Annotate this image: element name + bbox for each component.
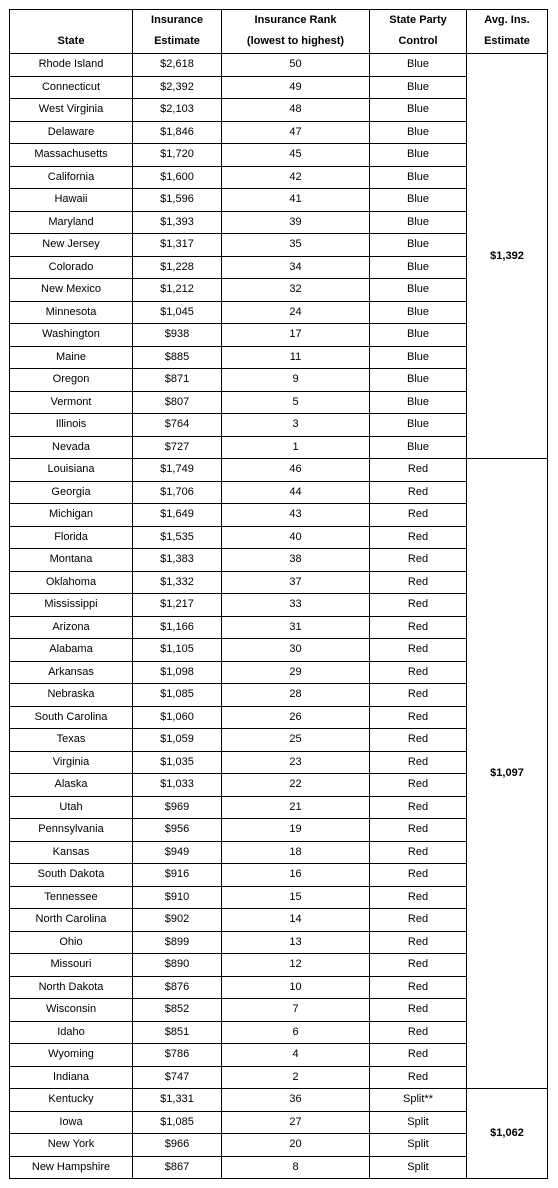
cell-state: Alaska — [10, 774, 133, 797]
cell-state: Kansas — [10, 841, 133, 864]
cell-rank: 17 — [222, 324, 370, 347]
cell-estimate: $807 — [133, 391, 222, 414]
cell-party: Red — [370, 549, 467, 572]
cell-estimate: $1,332 — [133, 571, 222, 594]
cell-state: Montana — [10, 549, 133, 572]
cell-rank: 42 — [222, 166, 370, 189]
cell-party: Blue — [370, 166, 467, 189]
cell-rank: 26 — [222, 706, 370, 729]
cell-party: Split — [370, 1111, 467, 1134]
cell-state: Pennsylvania — [10, 819, 133, 842]
cell-rank: 13 — [222, 931, 370, 954]
cell-avg-estimate: $1,062 — [467, 1089, 548, 1179]
cell-state: Arkansas — [10, 661, 133, 684]
cell-estimate: $1,749 — [133, 459, 222, 482]
cell-state: Utah — [10, 796, 133, 819]
cell-estimate: $852 — [133, 999, 222, 1022]
cell-party: Blue — [370, 121, 467, 144]
cell-rank: 23 — [222, 751, 370, 774]
cell-rank: 43 — [222, 504, 370, 527]
cell-state: North Dakota — [10, 976, 133, 999]
cell-rank: 22 — [222, 774, 370, 797]
cell-estimate: $1,085 — [133, 684, 222, 707]
cell-state: New Jersey — [10, 234, 133, 257]
cell-rank: 20 — [222, 1134, 370, 1157]
cell-rank: 9 — [222, 369, 370, 392]
cell-estimate: $949 — [133, 841, 222, 864]
cell-party: Red — [370, 819, 467, 842]
cell-estimate: $1,228 — [133, 256, 222, 279]
header-rank: Insurance Rank (lowest to highest) — [222, 10, 370, 54]
cell-party: Red — [370, 616, 467, 639]
cell-state: West Virginia — [10, 99, 133, 122]
cell-estimate: $1,105 — [133, 639, 222, 662]
cell-estimate: $966 — [133, 1134, 222, 1157]
cell-rank: 12 — [222, 954, 370, 977]
cell-party: Red — [370, 729, 467, 752]
cell-rank: 28 — [222, 684, 370, 707]
cell-estimate: $1,045 — [133, 301, 222, 324]
cell-estimate: $890 — [133, 954, 222, 977]
cell-party: Red — [370, 1066, 467, 1089]
cell-rank: 6 — [222, 1021, 370, 1044]
cell-estimate: $1,217 — [133, 594, 222, 617]
cell-state: Connecticut — [10, 76, 133, 99]
cell-party: Blue — [370, 234, 467, 257]
cell-rank: 37 — [222, 571, 370, 594]
insurance-table — [9, 9, 548, 1179]
cell-estimate: $902 — [133, 909, 222, 932]
cell-party: Red — [370, 481, 467, 504]
cell-estimate: $1,393 — [133, 211, 222, 234]
cell-avg-estimate: $1,392 — [467, 54, 548, 459]
cell-party: Blue — [370, 279, 467, 302]
cell-state: Delaware — [10, 121, 133, 144]
cell-party: Red — [370, 774, 467, 797]
cell-rank: 50 — [222, 54, 370, 77]
cell-party: Blue — [370, 414, 467, 437]
cell-rank: 44 — [222, 481, 370, 504]
cell-estimate: $871 — [133, 369, 222, 392]
cell-estimate: $910 — [133, 886, 222, 909]
cell-party: Blue — [370, 54, 467, 77]
cell-state: Maryland — [10, 211, 133, 234]
cell-state: Louisiana — [10, 459, 133, 482]
cell-estimate: $916 — [133, 864, 222, 887]
cell-rank: 46 — [222, 459, 370, 482]
cell-rank: 41 — [222, 189, 370, 212]
cell-state: Vermont — [10, 391, 133, 414]
cell-state: Tennessee — [10, 886, 133, 909]
cell-state: Missouri — [10, 954, 133, 977]
cell-rank: 40 — [222, 526, 370, 549]
cell-rank: 16 — [222, 864, 370, 887]
cell-estimate: $876 — [133, 976, 222, 999]
cell-party: Red — [370, 684, 467, 707]
cell-state: Nebraska — [10, 684, 133, 707]
cell-state: Minnesota — [10, 301, 133, 324]
cell-party: Red — [370, 1044, 467, 1067]
cell-state: Arizona — [10, 616, 133, 639]
cell-state: Iowa — [10, 1111, 133, 1134]
cell-rank: 7 — [222, 999, 370, 1022]
cell-estimate: $2,392 — [133, 76, 222, 99]
cell-party: Red — [370, 976, 467, 999]
cell-state: Oklahoma — [10, 571, 133, 594]
cell-rank: 36 — [222, 1089, 370, 1112]
cell-rank: 14 — [222, 909, 370, 932]
cell-rank: 49 — [222, 76, 370, 99]
cell-party: Red — [370, 841, 467, 864]
cell-party: Blue — [370, 99, 467, 122]
cell-party: Blue — [370, 189, 467, 212]
cell-party: Red — [370, 639, 467, 662]
header-row — [10, 10, 548, 54]
cell-estimate: $1,706 — [133, 481, 222, 504]
cell-estimate: $1,317 — [133, 234, 222, 257]
cell-rank: 47 — [222, 121, 370, 144]
cell-state: Kentucky — [10, 1089, 133, 1112]
cell-state: Illinois — [10, 414, 133, 437]
cell-party: Blue — [370, 211, 467, 234]
cell-rank: 5 — [222, 391, 370, 414]
cell-rank: 21 — [222, 796, 370, 819]
cell-state: Wisconsin — [10, 999, 133, 1022]
cell-rank: 2 — [222, 1066, 370, 1089]
cell-state: New York — [10, 1134, 133, 1157]
cell-party: Blue — [370, 346, 467, 369]
cell-estimate: $1,035 — [133, 751, 222, 774]
cell-estimate: $1,098 — [133, 661, 222, 684]
cell-state: South Carolina — [10, 706, 133, 729]
cell-rank: 34 — [222, 256, 370, 279]
cell-rank: 32 — [222, 279, 370, 302]
cell-rank: 48 — [222, 99, 370, 122]
cell-party: Blue — [370, 144, 467, 167]
cell-estimate: $851 — [133, 1021, 222, 1044]
cell-party: Red — [370, 661, 467, 684]
cell-state: South Dakota — [10, 864, 133, 887]
cell-estimate: $938 — [133, 324, 222, 347]
header-avg: Avg. Ins. Estimate — [467, 10, 548, 54]
cell-rank: 10 — [222, 976, 370, 999]
cell-state: California — [10, 166, 133, 189]
cell-party: Blue — [370, 301, 467, 324]
header-party: State Party Control — [370, 10, 467, 54]
cell-estimate: $1,212 — [133, 279, 222, 302]
cell-party: Red — [370, 864, 467, 887]
cell-state: North Carolina — [10, 909, 133, 932]
cell-party: Split — [370, 1134, 467, 1157]
cell-rank: 25 — [222, 729, 370, 752]
cell-estimate: $885 — [133, 346, 222, 369]
cell-party: Blue — [370, 391, 467, 414]
cell-state: Oregon — [10, 369, 133, 392]
header-estimate: Insurance Estimate — [133, 10, 222, 54]
cell-estimate: $747 — [133, 1066, 222, 1089]
cell-party: Red — [370, 931, 467, 954]
cell-state: Mississippi — [10, 594, 133, 617]
cell-party: Red — [370, 459, 467, 482]
cell-state: New Hampshire — [10, 1156, 133, 1179]
cell-state: Nevada — [10, 436, 133, 459]
cell-estimate: $867 — [133, 1156, 222, 1179]
cell-state: Virginia — [10, 751, 133, 774]
cell-state: Massachusetts — [10, 144, 133, 167]
cell-rank: 1 — [222, 436, 370, 459]
cell-party: Red — [370, 571, 467, 594]
cell-rank: 19 — [222, 819, 370, 842]
cell-party: Blue — [370, 256, 467, 279]
cell-party: Red — [370, 999, 467, 1022]
cell-rank: 11 — [222, 346, 370, 369]
cell-estimate: $1,600 — [133, 166, 222, 189]
cell-party: Split — [370, 1156, 467, 1179]
table-row — [10, 54, 548, 77]
table-row — [10, 459, 548, 482]
table-row — [10, 1089, 548, 1112]
cell-state: Hawaii — [10, 189, 133, 212]
cell-state: Florida — [10, 526, 133, 549]
cell-estimate: $1,596 — [133, 189, 222, 212]
cell-state: Ohio — [10, 931, 133, 954]
cell-rank: 45 — [222, 144, 370, 167]
cell-avg-estimate: $1,097 — [467, 459, 548, 1089]
cell-party: Red — [370, 594, 467, 617]
cell-rank: 31 — [222, 616, 370, 639]
cell-party: Red — [370, 706, 467, 729]
cell-estimate: $2,618 — [133, 54, 222, 77]
cell-estimate: $1,166 — [133, 616, 222, 639]
cell-party: Red — [370, 504, 467, 527]
cell-party: Red — [370, 954, 467, 977]
cell-state: Washington — [10, 324, 133, 347]
cell-estimate: $786 — [133, 1044, 222, 1067]
cell-state: Colorado — [10, 256, 133, 279]
cell-estimate: $764 — [133, 414, 222, 437]
cell-party: Red — [370, 796, 467, 819]
cell-estimate: $1,535 — [133, 526, 222, 549]
cell-estimate: $1,649 — [133, 504, 222, 527]
cell-party: Split** — [370, 1089, 467, 1112]
cell-estimate: $969 — [133, 796, 222, 819]
cell-party: Red — [370, 909, 467, 932]
cell-estimate: $1,033 — [133, 774, 222, 797]
cell-estimate: $899 — [133, 931, 222, 954]
cell-estimate: $727 — [133, 436, 222, 459]
cell-rank: 15 — [222, 886, 370, 909]
header-state: State — [10, 10, 133, 54]
cell-state: Alabama — [10, 639, 133, 662]
cell-state: Wyoming — [10, 1044, 133, 1067]
cell-state: Maine — [10, 346, 133, 369]
cell-rank: 18 — [222, 841, 370, 864]
cell-estimate: $1,383 — [133, 549, 222, 572]
cell-party: Blue — [370, 76, 467, 99]
cell-rank: 39 — [222, 211, 370, 234]
cell-rank: 33 — [222, 594, 370, 617]
cell-rank: 8 — [222, 1156, 370, 1179]
cell-estimate: $1,720 — [133, 144, 222, 167]
cell-rank: 4 — [222, 1044, 370, 1067]
cell-rank: 38 — [222, 549, 370, 572]
cell-state: Georgia — [10, 481, 133, 504]
table-body — [10, 54, 548, 1179]
cell-party: Blue — [370, 369, 467, 392]
cell-estimate: $1,846 — [133, 121, 222, 144]
cell-party: Blue — [370, 324, 467, 347]
cell-rank: 30 — [222, 639, 370, 662]
cell-estimate: $2,103 — [133, 99, 222, 122]
cell-estimate: $1,060 — [133, 706, 222, 729]
cell-rank: 27 — [222, 1111, 370, 1134]
cell-state: Rhode Island — [10, 54, 133, 77]
cell-party: Red — [370, 751, 467, 774]
cell-rank: 24 — [222, 301, 370, 324]
cell-rank: 29 — [222, 661, 370, 684]
cell-state: Michigan — [10, 504, 133, 527]
cell-rank: 35 — [222, 234, 370, 257]
cell-state: Indiana — [10, 1066, 133, 1089]
cell-party: Red — [370, 526, 467, 549]
cell-estimate: $1,331 — [133, 1089, 222, 1112]
cell-rank: 3 — [222, 414, 370, 437]
cell-party: Red — [370, 886, 467, 909]
cell-estimate: $1,085 — [133, 1111, 222, 1134]
cell-state: Texas — [10, 729, 133, 752]
cell-estimate: $1,059 — [133, 729, 222, 752]
cell-state: New Mexico — [10, 279, 133, 302]
cell-party: Red — [370, 1021, 467, 1044]
cell-estimate: $956 — [133, 819, 222, 842]
cell-state: Idaho — [10, 1021, 133, 1044]
cell-party: Blue — [370, 436, 467, 459]
